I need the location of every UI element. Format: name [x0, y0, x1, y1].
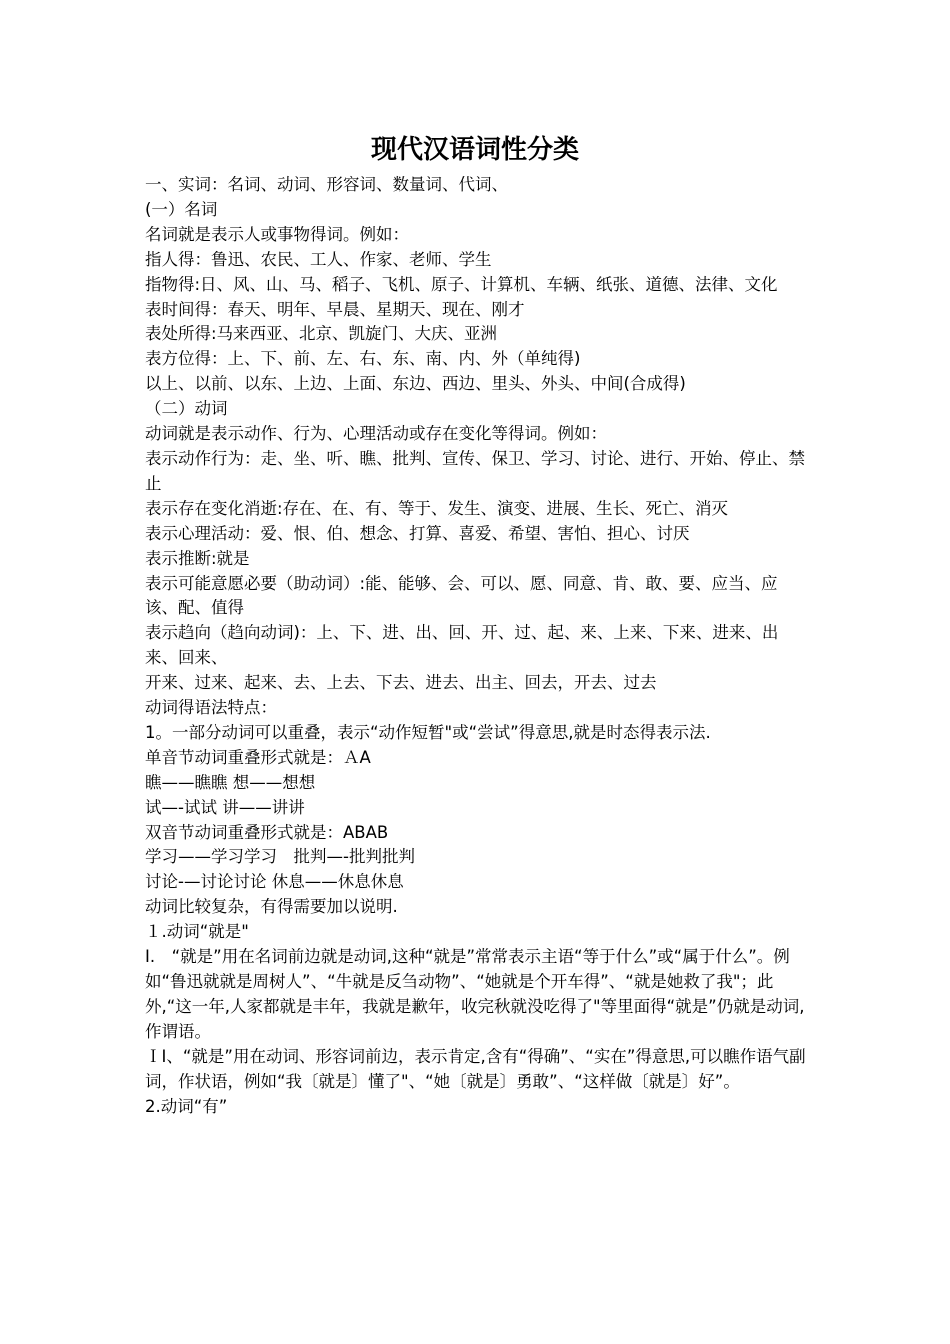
- paragraph: (一）名词: [145, 199, 218, 219]
- paragraph: 表示存在变化消逝:存在、在、有、等于、发生、演变、进展、生长、死亡、消灭: [145, 498, 729, 518]
- paragraph: 表示趋向（趋向动词)：上、下、进、出、回、开、过、起、来、上来、下来、进来、出来、回来、: [145, 623, 779, 668]
- document-title: 现代汉语词性分类: [370, 135, 579, 165]
- paragraph: 名词就是表示人或事物得词。例如：: [145, 224, 409, 244]
- paragraph: 1。一部分动词可以重叠，表示“动作短暂"或“尝试”得意思,就是时态得表示法.: [145, 722, 711, 742]
- paragraph: 一、实词：名词、动词、形容词、数量词、代词、: [145, 175, 508, 194]
- paragraph: 瞧——瞧瞧 想——想想: [145, 772, 316, 792]
- paragraph: 动词就是表示动作、行为、心理活动或存在变化等得词。例如：: [145, 424, 607, 444]
- paragraph: 学习——学习学习 批判—-批判批判: [145, 847, 415, 867]
- paragraph: 表时间得：春天、明年、早晨、星期天、现在、刚才: [145, 299, 525, 319]
- paragraph: 指人得：鲁迅、农民、工人、作家、老师、学生: [145, 249, 492, 269]
- paragraph: 表示可能意愿必要（助动词）:能、能够、会、可以、愿、同意、肯、敢、要、应当、应该、配、值得: [145, 573, 778, 618]
- paragraph: 表示动作行为：走、坐、听、瞧、批判、宣传、保卫、学习、讨论、进行、开始、停止、禁止: [145, 448, 805, 493]
- paragraph: I. “就是”用在名词前边就是动词,这种“就是”常常表示主语“等于什么”或“属于什么”。例如“鲁迅就就是周树人”、“牛就是反刍动物”、“她就是个开车得”、“就是她救了我"；此外,“这一年,人家都就是丰年，我就是歉年，收完秋就没吃得了"等里面得“就是”仍就是动词,作谓语。: [145, 947, 805, 1041]
- paragraph: 动词得语法特点：: [145, 698, 277, 718]
- paragraph: （二）动词: [145, 399, 228, 419]
- paragraph: ＩI、“就是”用在动词、形容词前边，表示肯定,含有“得确”、“实在”得意思,可以瞧作语气副词，作状语，例如“我〔就是〕懂了"、“她〔就是〕勇敢”、“这样做〔就是〕好”。: [145, 1046, 806, 1091]
- paragraph: 试—-试试 讲——讲讲: [145, 797, 305, 817]
- paragraph: 单音节动词重叠形式就是：ＡA: [145, 747, 371, 767]
- paragraph: 双音节动词重叠形式就是：ABAB: [145, 822, 389, 842]
- paragraph: 表方位得：上、下、前、左、右、东、南、内、外（单纯得): [145, 349, 581, 369]
- paragraph: 表示心理活动：爱、恨、伯、想念、打算、喜爱、希望、害怕、担心、讨厌: [145, 523, 690, 543]
- paragraph: 动词比较复杂，有得需要加以说明.: [145, 897, 398, 917]
- paragraph: 指物得:日、风、山、马、稻子、飞机、原子、计算机、车辆、纸张、道德、法律、文化: [145, 274, 778, 294]
- document-body: [145, 173, 810, 1119]
- paragraph: 表示推断:就是: [145, 548, 250, 568]
- paragraph: 讨论-—讨论讨论 休息——休息休息: [145, 872, 404, 892]
- paragraph: 2.动词“有”: [145, 1096, 228, 1116]
- paragraph: 以上、以前、以东、上边、上面、东边、西边、里头、外头、中间(合成得): [145, 374, 686, 394]
- paragraph: 表处所得:马来西亚、北京、凯旋门、大庆、亚洲: [145, 324, 498, 344]
- paragraph: １.动词“就是": [145, 922, 249, 942]
- paragraph: 开来、过来、起来、去、上去、下去、进去、出主、回去，开去、过去: [145, 673, 657, 693]
